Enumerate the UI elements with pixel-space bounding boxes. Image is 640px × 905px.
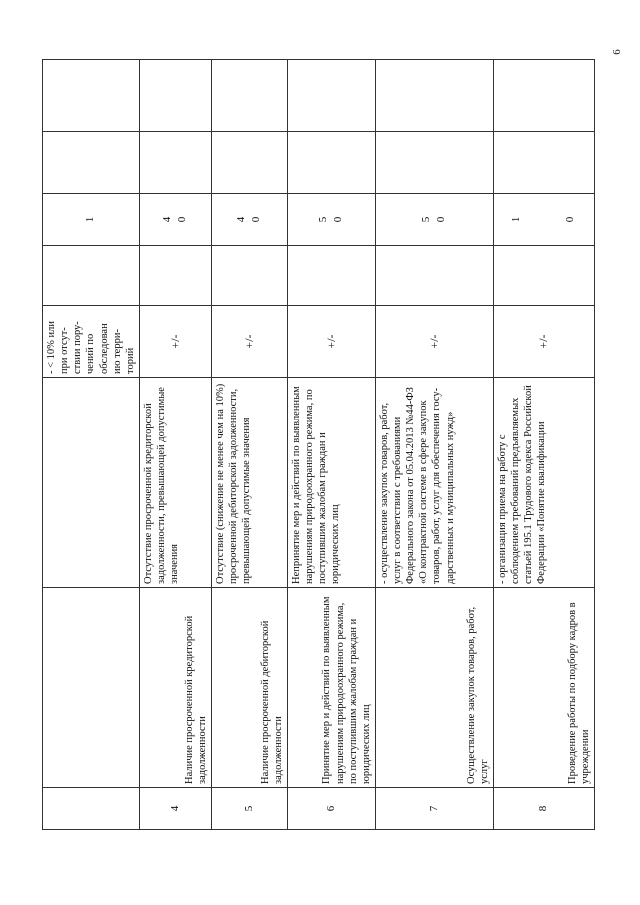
cell-empty [43, 132, 140, 194]
points-cell [375, 194, 493, 246]
cell-empty [375, 60, 493, 132]
points-value: 0 [435, 216, 448, 223]
cell-empty [375, 246, 493, 306]
table-row [43, 60, 140, 830]
cell-empty [211, 60, 287, 132]
points-cell [211, 194, 287, 246]
cell-empty [287, 132, 375, 194]
cell-empty [43, 378, 140, 588]
criterion-text: - осуществление закупок товаров, работ, услуг в соответствии с требованиями Федерального закона от 05.04.2013 №44-ФЗ «О контрактной системе в сфере закупок товаров, работ, услуг для обеспечения госу-дарственных и муниципальных нужд» [375, 378, 493, 588]
cell-empty [287, 60, 375, 132]
points-value: 0 [250, 216, 263, 223]
cell-empty [43, 588, 140, 788]
cell-empty [493, 60, 594, 132]
row-number: 8 [493, 788, 594, 830]
cell-empty [287, 246, 375, 306]
row-number: 5 [211, 788, 287, 830]
points-value: 5 [316, 216, 329, 223]
header-points-cell: 1 [43, 194, 140, 246]
table-row [211, 60, 287, 830]
cell-empty [211, 132, 287, 194]
row-number: 4 [139, 788, 211, 830]
indicator-name: Наличие просроченной дебиторской задолженности [211, 588, 287, 788]
points-value: 1 [510, 216, 523, 223]
cell-empty [43, 788, 140, 830]
cell-empty [43, 246, 140, 306]
points-value: 0 [332, 216, 345, 223]
cell-empty [139, 246, 211, 306]
points-cell [139, 194, 211, 246]
rotated-table-sheet [42, 60, 591, 830]
cell-empty [43, 60, 140, 132]
table-row [493, 60, 594, 830]
row-number: 6 [287, 788, 375, 830]
points-value: 0 [563, 216, 576, 223]
criterion-text: Отсутствие (снижение не менее чем на 10%) просроченной дебиторской задолженности, превышающей допустимые значения [211, 378, 287, 588]
table-row [139, 60, 211, 830]
points-cell [287, 194, 375, 246]
points-value: 5 [419, 216, 432, 223]
cell-empty [211, 246, 287, 306]
sign-cell: +/- [287, 306, 375, 378]
cell-empty [493, 132, 594, 194]
points-value: 0 [176, 216, 189, 223]
criterion-text: Непринятие мер и действий по выявленным нарушениям природоохранного режима, по поступившим жалобам граждан и юридических лиц [287, 378, 375, 588]
indicator-name: Наличие просроченной кредиторской задолженности [139, 588, 211, 788]
indicator-name: Принятие мер и действий по выявленным нарушениям природоохранного режима, по поступившим жалобам граждан и юридических лиц [287, 588, 375, 788]
criterion-text: Отсутствие просроченной кредиторской задолженности, превышающей допустимые значения [139, 378, 211, 588]
points-cell [493, 194, 594, 246]
sign-cell: +/- [211, 306, 287, 378]
cell-empty [493, 246, 594, 306]
page-number: 6 [611, 49, 623, 55]
header-sign-cell: - < 10% или при отсут-ствии пору-чений по обследован ию терри-торий [43, 306, 140, 378]
cell-empty [139, 132, 211, 194]
table-row [287, 60, 375, 830]
points-value: 4 [234, 216, 247, 223]
table-row [375, 60, 493, 830]
criteria-table [42, 59, 595, 830]
criterion-text: - организация приема на работу с соблюдением требований предъявляемых статьей 195.1 Трудового кодекса Российской Федерации «Понятие квалификации [493, 378, 594, 588]
row-number: 7 [375, 788, 493, 830]
cell-empty [375, 132, 493, 194]
indicator-name: Проведение работы по подбору кадров в учреждении [493, 588, 594, 788]
indicator-name: Осуществление закупок товаров, работ, услуг [375, 588, 493, 788]
cell-empty [139, 60, 211, 132]
sign-cell: +/- [493, 306, 594, 378]
sign-cell: +/- [375, 306, 493, 378]
sign-cell: +/- [139, 306, 211, 378]
points-value: 4 [160, 216, 173, 223]
